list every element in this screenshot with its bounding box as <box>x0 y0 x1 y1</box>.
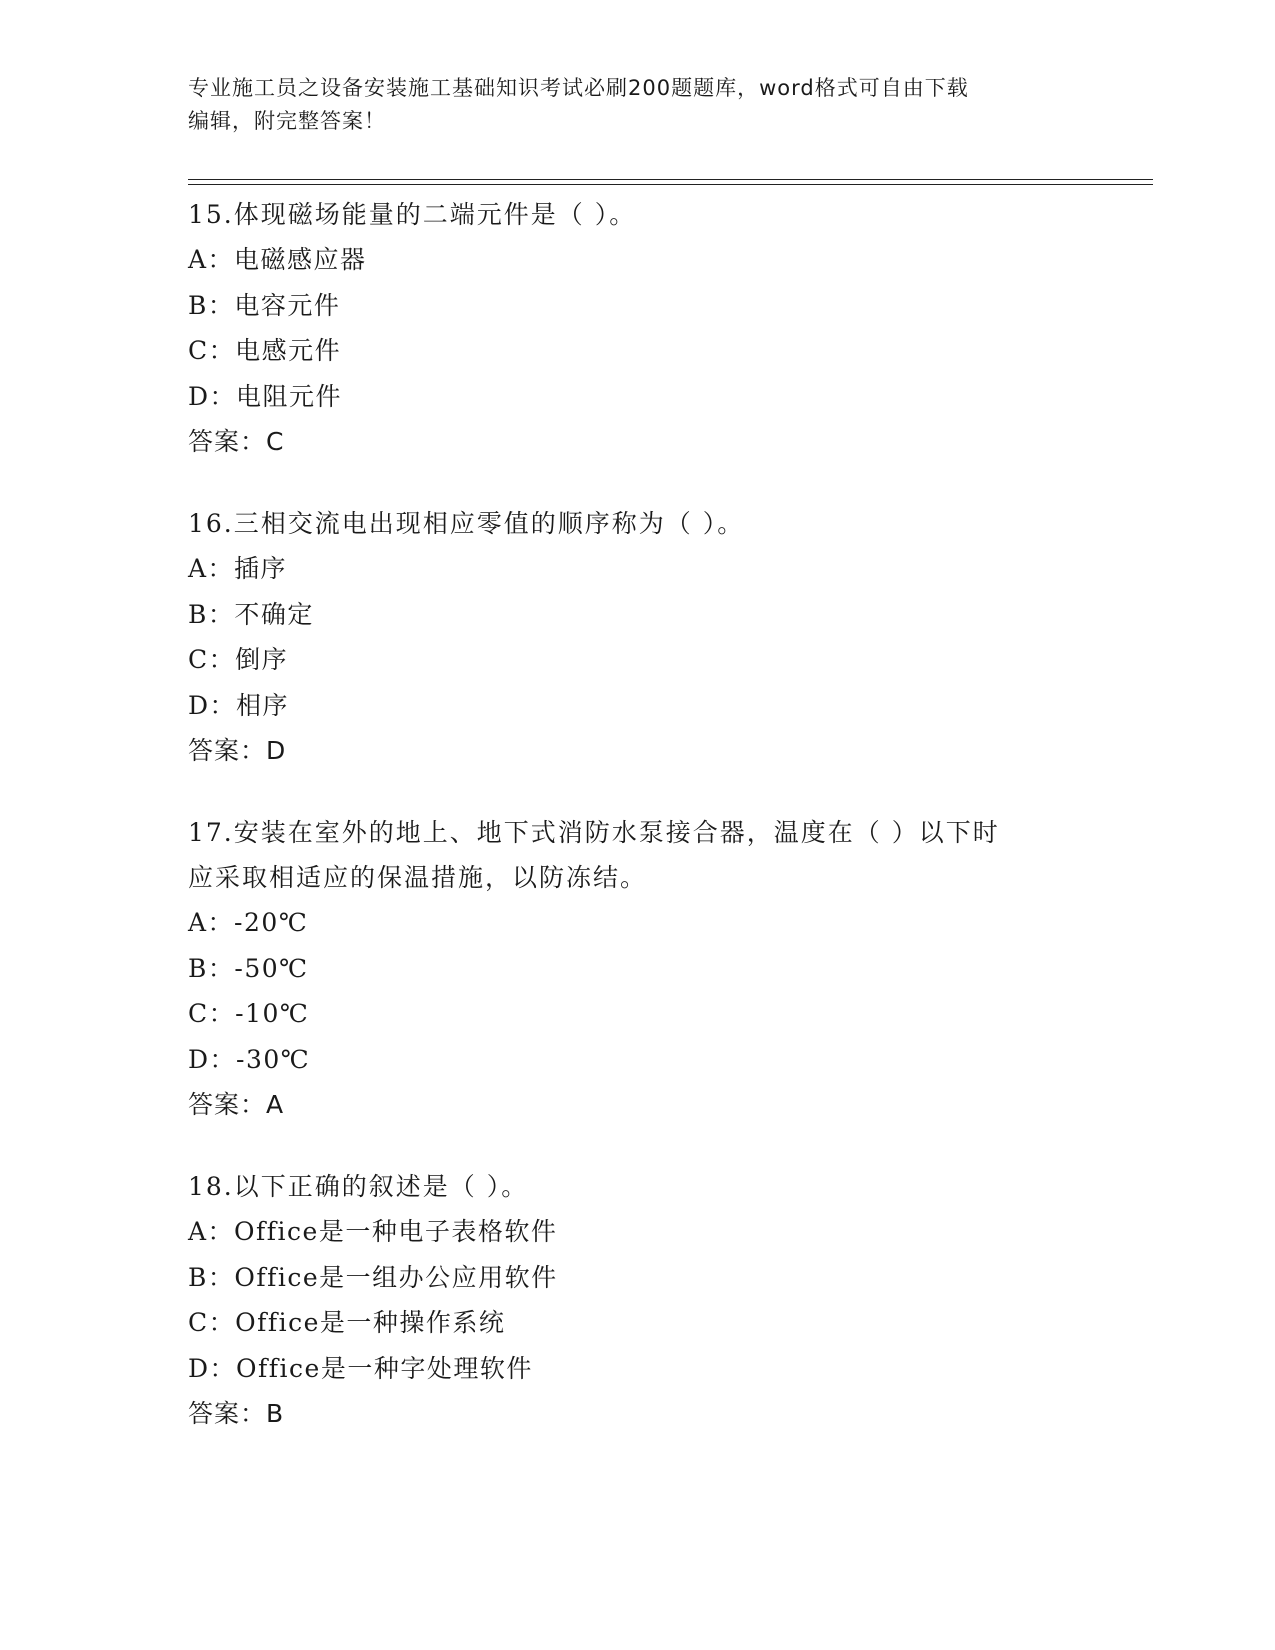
question-stem: 15.体现磁场能量的二端元件是（ ）。 <box>188 200 637 229</box>
option-d: D：电阻元件 <box>188 381 343 411</box>
option-a: A：电磁感应器 <box>188 245 367 274</box>
option-b: B：Office是一组办公应用软件 <box>188 1262 558 1292</box>
header-title-line-2: 编辑，附完整答案！ <box>188 109 386 133</box>
option-b: B：-50℃ <box>188 953 309 983</box>
question-16 <box>188 501 1088 774</box>
question-15 <box>188 192 1088 465</box>
answer-label: 答案：D <box>188 736 287 765</box>
question-17 <box>188 810 1088 1128</box>
option-d: D：相序 <box>188 690 290 720</box>
option-d: D：-30℃ <box>188 1044 311 1074</box>
option-a: A：Office是一种电子表格软件 <box>188 1217 558 1246</box>
option-b: B：电容元件 <box>188 290 341 320</box>
option-b: B：不确定 <box>188 599 314 629</box>
document-header <box>188 72 1088 138</box>
answer-label: 答案：B <box>188 1399 285 1428</box>
option-d: D：Office是一种字处理软件 <box>188 1353 533 1383</box>
option-c: C：-10℃ <box>188 999 310 1028</box>
header-divider-bottom <box>188 184 1153 185</box>
question-stem-line-2: 应采取相适应的保温措施，以防冻结。 <box>188 863 648 892</box>
question-stem-line-1: 17.安装在室外的地上、地下式消防水泵接合器，温度在（ ）以下时 <box>188 818 1000 847</box>
header-title-line-1: 专业施工员之设备安装施工基础知识考试必刷200题题库，word格式可自由下载 <box>188 76 969 100</box>
answer-label: 答案：C <box>188 427 285 456</box>
option-c: C：倒序 <box>188 645 289 674</box>
question-list <box>188 192 1088 1473</box>
header-divider-top <box>188 179 1153 180</box>
option-c: C：电感元件 <box>188 336 342 365</box>
answer-label: 答案：A <box>188 1090 285 1119</box>
question-stem: 18.以下正确的叙述是（ ）。 <box>188 1172 529 1201</box>
question-18 <box>188 1164 1088 1437</box>
option-c: C：Office是一种操作系统 <box>188 1308 506 1337</box>
option-a: A：-20℃ <box>188 908 309 937</box>
option-a: A：插序 <box>188 554 288 583</box>
question-stem: 16.三相交流电出现相应零值的顺序称为（ ）。 <box>188 509 745 538</box>
